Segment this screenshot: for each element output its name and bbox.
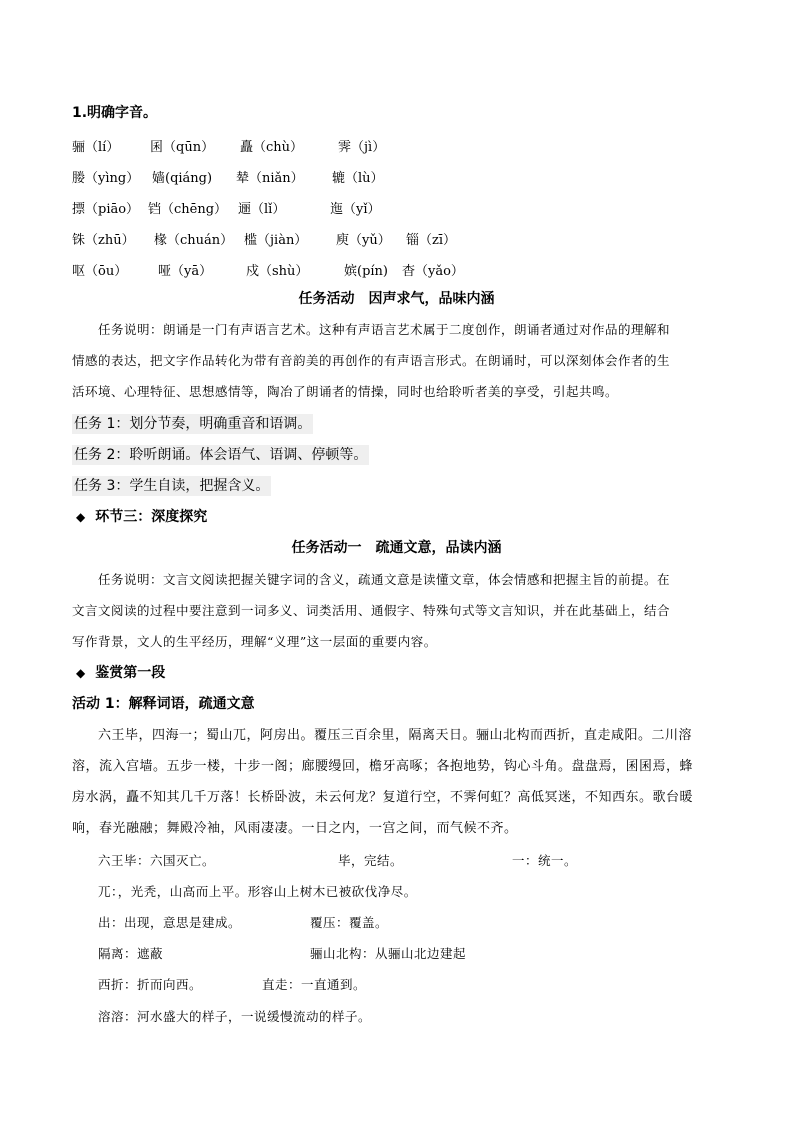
pinyin-item: 铛（chēng）: [148, 202, 228, 217]
task-description-line: 情感的表达，把文字作品转化为带有音韵美的再创作的有声语言形式。在朗诵时，可以深刻体会作者的生: [72, 353, 671, 368]
pinyin-item: 哑（yā）: [158, 264, 213, 279]
pinyin-item: 辇（niǎn）: [236, 171, 304, 186]
section-heading-text: 鉴赏第一段: [95, 665, 166, 681]
pinyin-item: 锱（zī）: [406, 233, 457, 248]
task-description-line: 活环境、心理特征、思想感情等，陶冶了朗诵者的情操，同时也给聆听者美的享受，引起共鸣。: [72, 384, 619, 399]
word-note: 隔离：遮蔽: [98, 946, 164, 961]
word-note: 西折：折而向西。: [98, 977, 203, 992]
activity-heading: 活动 1：解释词语，疏通文意: [72, 696, 255, 712]
word-note: 兀：，光秃，山高而上平。形容山上树木已被砍伐净尽。: [98, 884, 417, 899]
pinyin-item: 嫔(pín): [344, 264, 388, 279]
classical-text-line: 六王毕，四海一；蜀山兀，阿房出。覆压三百余里，隔离天日。骊山北构而西折，直走咸阳。二川溶: [98, 728, 693, 743]
pinyin-item: 矗（chù）: [240, 140, 304, 155]
classical-text-line: 响，春光融融；舞殿冷袖，风雨凄凄。一日之内，一宫之间，而气候不齐。: [72, 821, 518, 836]
word-note: 骊山北构：从骊山北边建起: [310, 946, 467, 961]
pinyin-item: 媵（yìng）: [72, 171, 140, 186]
diamond-bullet-icon: ◆: [76, 510, 86, 524]
pinyin-item: 呕（ōu）: [72, 264, 128, 279]
pinyin-item: 槛（jiàn）: [244, 233, 308, 248]
section-heading: [76, 508, 207, 526]
activity-title: 任务活动 因声求气，品味内涵: [298, 291, 495, 307]
pinyin-item: 戍（shù）: [246, 264, 309, 279]
pinyin-item: 摽（piāo）: [72, 202, 140, 217]
section-heading-text: 环节三：深度探究: [95, 509, 208, 525]
task-2: 任务 2：聆听朗诵。体会语气、语调、停顿等。: [74, 447, 368, 463]
classical-text-line: 溶，流入宫墙。五步一楼，十步一阁；廊腰缦回，檐牙高啄；各抱地势，钩心斗角。盘盘焉，囷囷焉，蜂: [72, 759, 694, 774]
task-description-line: 任务说明：朗诵是一门有声语言艺术。这种有声语言艺术属于二度创作，朗诵者通过对作品的理解和: [98, 322, 671, 337]
pinyin-item: 囷（qūn）: [150, 140, 215, 155]
word-note: 六王毕：六国灭亡。: [98, 853, 216, 868]
word-note: 直走：一直通到。: [262, 977, 367, 992]
task-description-line: 写作背景，文人的生平经历，理解“义理”这一层面的重要内容。: [72, 634, 437, 649]
pinyin-item: 铢（zhū）: [72, 233, 135, 248]
word-note: 毕，完结。: [338, 853, 404, 868]
word-note: 覆压：覆盖。: [310, 915, 389, 930]
word-note: 一：统一。: [512, 853, 578, 868]
task-3: 任务 3：学生自读，把握含义。: [74, 478, 270, 494]
pronunciation-heading: 1.明确字音。: [72, 105, 158, 121]
task-description-line: 任务说明：文言文阅读把握关键字词的含义，疏通文意是读懂文章，体会情感和把握主旨的前提。在: [98, 572, 671, 587]
pinyin-item: 辘（lù）: [332, 171, 384, 186]
task-1: 任务 1：划分节奏，明确重音和语调。: [74, 416, 312, 432]
pinyin-item: 迤（yǐ）: [330, 202, 381, 217]
pinyin-item: 霁（jì）: [338, 140, 386, 155]
pinyin-item: 嫱(qiáng): [152, 171, 213, 186]
section-heading: [76, 664, 165, 682]
pinyin-item: 庾（yǔ）: [336, 233, 391, 248]
task-description-line: 文言文阅读的过程中要注意到一词多义、词类活用、通假字、特殊句式等文言知识，并在此基础上，结合: [72, 603, 671, 618]
diamond-bullet-icon: ◆: [76, 666, 86, 680]
classical-text-line: 房水涡，矗不知其几千万落！长桥卧波，未云何龙？复道行空，不霁何虹？高低冥迷，不知西东。歌台暖: [72, 790, 694, 805]
word-note: 出：出现，意思是建成。: [98, 915, 242, 930]
pinyin-item: 骊（lí）: [72, 140, 120, 155]
word-note: 溶溶：河水盛大的样子，一说缓慢流动的样子。: [98, 1009, 372, 1024]
pinyin-item: 逦（lǐ）: [238, 202, 286, 217]
pinyin-item: 杳（yǎo）: [402, 264, 464, 279]
activity-title: 任务活动一 疏通文意，品读内涵: [291, 540, 502, 556]
pinyin-item: 椽（chuán）: [154, 233, 234, 248]
